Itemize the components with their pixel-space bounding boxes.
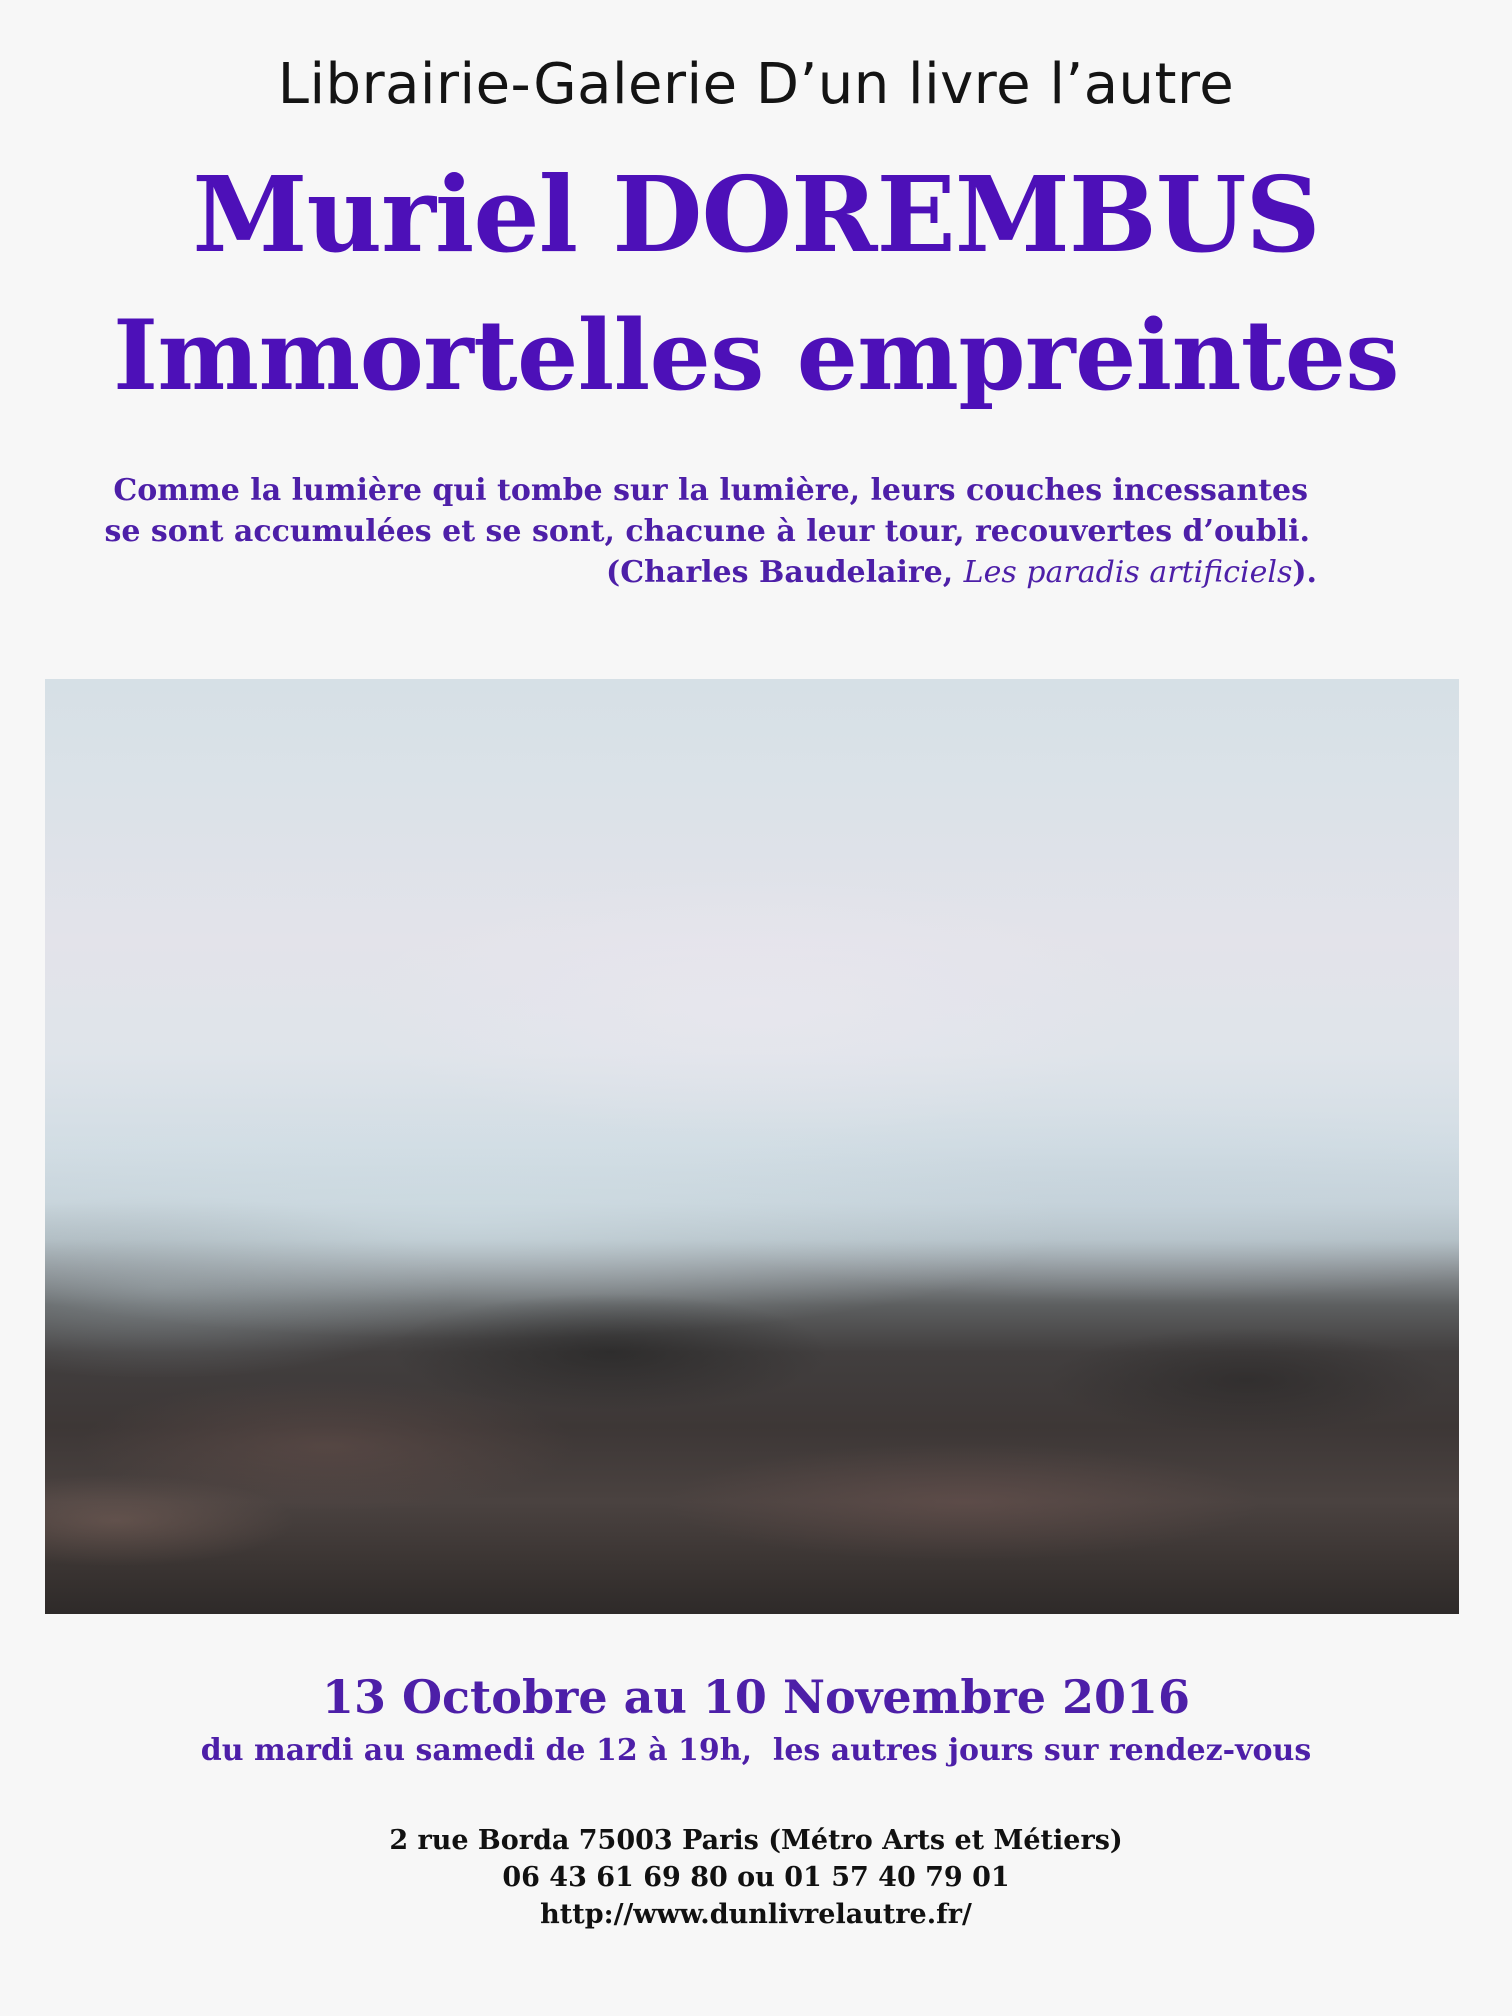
- artist-name: Muriel DOREMBUS: [192, 153, 1320, 276]
- opening-hours: du mardi au samedi de 12 à 19h, les autres jours sur rendez-vous: [200, 1733, 1312, 1768]
- contact-block: [0, 1822, 1512, 1933]
- quote-attribution: [100, 552, 1400, 593]
- quote-line-1: Comme la lumière qui tombe sur la lumière, leurs couches incessantes: [113, 473, 1308, 508]
- painting-image: [45, 679, 1459, 1614]
- attribution-suffix: ).: [1292, 555, 1317, 590]
- painting-ground-layer: [45, 679, 1459, 1614]
- epigraph-quote: [100, 470, 1400, 593]
- website-link[interactable]: http://www.dunlivrelautre.fr/: [540, 1899, 972, 1930]
- attribution-work-title: Les paradis artificiels: [963, 555, 1293, 590]
- phone-numbers: 06 43 61 69 80 ou 01 57 40 79 01: [502, 1862, 1010, 1893]
- venue-name: Librairie-Galerie D’un livre l’autre: [277, 52, 1235, 117]
- address: 2 rue Borda 75003 Paris (Métro Arts et Métiers): [389, 1825, 1123, 1856]
- exhibition-dates: 13 Octobre au 10 Novembre 2016: [321, 1670, 1191, 1724]
- quote-line-2: se sont accumulées et se sont, chacune à leur tour, recouvertes d’oubli.: [104, 514, 1310, 549]
- attribution-prefix: (Charles Baudelaire,: [606, 555, 964, 590]
- exhibition-title: Immortelles empreintes: [113, 299, 1399, 412]
